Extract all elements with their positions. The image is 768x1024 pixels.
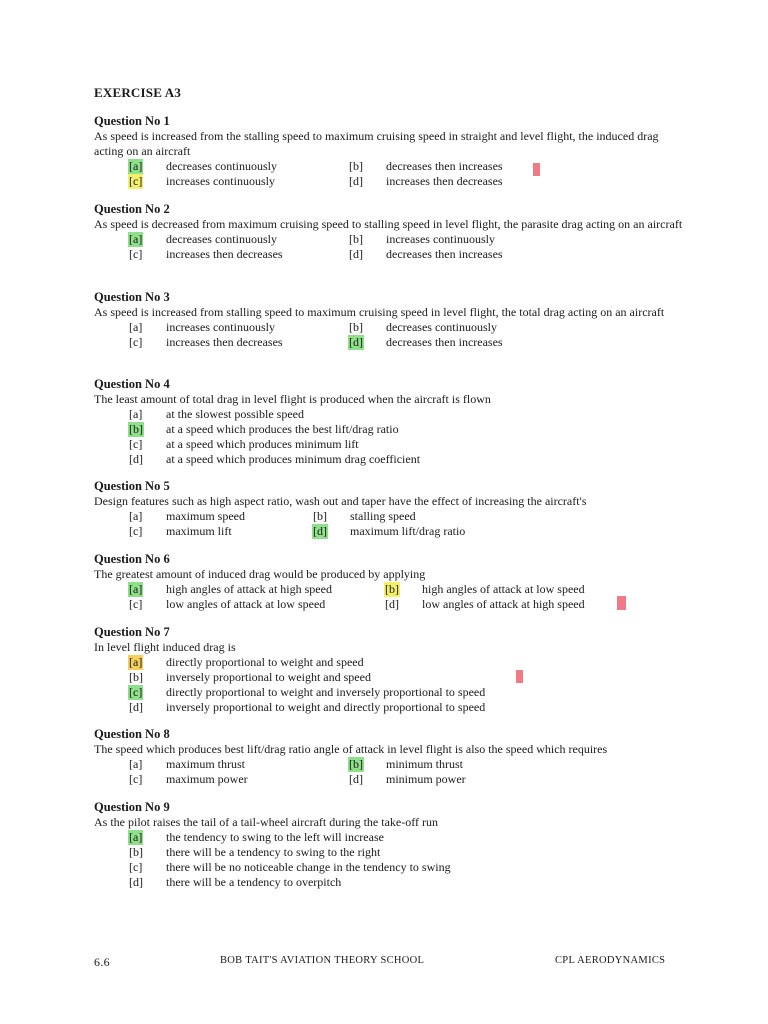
- option-label: [b]: [313, 509, 327, 523]
- option-d[interactable]: [348, 174, 364, 189]
- option-d-text: decreases then increases: [386, 335, 503, 349]
- option-b[interactable]: [312, 509, 328, 524]
- option-label: [d]: [349, 335, 363, 349]
- option-b-text: stalling speed: [350, 509, 416, 523]
- option-b-text: there will be a tendency to swing to the right: [166, 845, 381, 859]
- option-label: [b]: [129, 422, 143, 436]
- option-b[interactable]: [348, 159, 364, 174]
- question-heading: Question No 4: [94, 377, 170, 391]
- option-d-text: minimum power: [386, 772, 466, 786]
- option-c-text: maximum power: [166, 772, 248, 786]
- option-b-text: high angles of attack at low speed: [422, 582, 585, 596]
- option-d-text: at a speed which produces minimum drag coefficient: [166, 452, 421, 466]
- question-2: [94, 202, 684, 262]
- option-a[interactable]: [128, 509, 143, 524]
- footer-school-name: BOB TAIT'S AVIATION THEORY SCHOOL: [220, 955, 425, 966]
- question-heading: Question No 2: [94, 202, 170, 216]
- option-label: [d]: [349, 174, 363, 188]
- question-9: [94, 800, 684, 890]
- option-label: [b]: [385, 582, 399, 596]
- option-row: [94, 830, 684, 845]
- option-c[interactable]: [128, 437, 143, 452]
- option-c-text: there will be no noticeable change in the tendency to swing: [166, 860, 451, 874]
- option-row: [94, 452, 684, 467]
- question-4: [94, 377, 684, 467]
- red-mark: [533, 163, 540, 176]
- option-c[interactable]: [128, 174, 143, 189]
- question-text: In level flight induced drag is: [94, 640, 236, 654]
- option-label: [c]: [129, 335, 143, 349]
- option-label: [d]: [129, 875, 143, 889]
- option-label: [b]: [129, 670, 143, 684]
- option-a-text: decreases continuously: [166, 232, 277, 246]
- option-c[interactable]: [128, 335, 143, 350]
- red-mark: [516, 670, 523, 683]
- option-b-text: decreases then increases: [386, 159, 503, 173]
- option-label: [c]: [129, 860, 143, 874]
- option-label: [b]: [129, 845, 143, 859]
- option-d-text: decreases then increases: [386, 247, 503, 261]
- option-label: [a]: [129, 655, 143, 669]
- option-c-text: maximum lift: [166, 524, 232, 538]
- question-heading: Question No 3: [94, 290, 170, 304]
- option-c[interactable]: [128, 597, 143, 612]
- option-c[interactable]: [128, 860, 143, 875]
- option-b[interactable]: [348, 320, 364, 335]
- option-row: [94, 597, 684, 612]
- question-5: [94, 479, 684, 539]
- option-label: [b]: [349, 159, 363, 173]
- question-7: [94, 625, 684, 715]
- option-label: [d]: [385, 597, 399, 611]
- option-b[interactable]: [348, 757, 364, 772]
- option-b-text: decreases continuously: [386, 320, 497, 334]
- option-c[interactable]: [128, 772, 143, 787]
- option-row: [94, 247, 684, 262]
- option-row: [94, 845, 684, 860]
- option-d[interactable]: [128, 452, 144, 467]
- option-c[interactable]: [128, 247, 143, 262]
- option-row: [94, 159, 684, 174]
- option-label: [d]: [313, 524, 327, 538]
- question-text: The least amount of total drag in level flight is produced when the aircraft is flown: [94, 392, 491, 406]
- option-row: [94, 757, 684, 772]
- option-a[interactable]: [128, 830, 143, 845]
- option-label: [a]: [129, 830, 143, 844]
- option-row: [94, 335, 684, 350]
- option-a-text: maximum thrust: [166, 757, 245, 771]
- option-label: [a]: [129, 509, 143, 523]
- option-a-text: the tendency to swing to the left will increase: [166, 830, 384, 844]
- option-a[interactable]: [128, 582, 143, 597]
- option-d[interactable]: [348, 772, 364, 787]
- question-text: Design features such as high aspect ratio, wash out and taper have the effect of increasing the aircraft's: [94, 494, 587, 508]
- option-b[interactable]: [128, 845, 144, 860]
- option-c-text: increases then decreases: [166, 335, 283, 349]
- question-text: As speed is increased from the stalling speed to maximum cruising speed in straight and level flight, the induced drag acting on an aircraft: [94, 129, 659, 158]
- option-row: [94, 772, 684, 787]
- option-row: [94, 524, 684, 539]
- question-text: As speed is decreased from maximum cruising speed to stalling speed in level flight, the parasite drag acting on an aircraft: [94, 217, 683, 231]
- option-label: [c]: [129, 247, 143, 261]
- option-label: [c]: [129, 524, 143, 538]
- option-label: [a]: [129, 407, 143, 421]
- option-row: [94, 174, 684, 189]
- option-row: [94, 407, 684, 422]
- question-text: As speed is increased from stalling speed to maximum cruising speed in level flight, the total drag acting on an aircraft: [94, 305, 665, 319]
- question-8: [94, 727, 684, 787]
- option-a-text: directly proportional to weight and speed: [166, 655, 364, 669]
- option-label: [a]: [129, 320, 143, 334]
- question-text: The greatest amount of induced drag would be produced by applying: [94, 567, 426, 581]
- question-heading: Question No 8: [94, 727, 170, 741]
- option-b[interactable]: [348, 232, 364, 247]
- option-a[interactable]: [128, 407, 143, 422]
- question-text: The speed which produces best lift/drag ratio angle of attack in level flight is also the speed which requires: [94, 742, 608, 756]
- option-a[interactable]: [128, 159, 143, 174]
- option-label: [b]: [349, 757, 363, 771]
- option-d[interactable]: [384, 597, 400, 612]
- option-b[interactable]: [128, 422, 144, 437]
- option-a-text: high angles of attack at high speed: [166, 582, 332, 596]
- option-c-text: at a speed which produces minimum lift: [166, 437, 359, 451]
- question-text: As the pilot raises the tail of a tail-wheel aircraft during the take-off run: [94, 815, 438, 829]
- footer-subject: CPL AERODYNAMICS: [555, 955, 666, 966]
- option-row: [94, 509, 684, 524]
- option-d[interactable]: [348, 335, 364, 350]
- option-row: [94, 582, 684, 597]
- option-a-text: decreases continuously: [166, 159, 277, 173]
- option-label: [a]: [129, 582, 143, 596]
- option-label: [b]: [349, 232, 363, 246]
- option-row: [94, 875, 684, 890]
- option-b-text: at a speed which produces the best lift/drag ratio: [166, 422, 399, 436]
- option-c-text: increases continuously: [166, 174, 275, 188]
- option-label: [d]: [349, 247, 363, 261]
- option-c-text: directly proportional to weight and inversely proportional to speed: [166, 685, 486, 699]
- option-label: [c]: [129, 174, 143, 188]
- option-a[interactable]: [128, 655, 143, 670]
- option-d[interactable]: [128, 875, 144, 890]
- option-a[interactable]: [128, 320, 143, 335]
- option-label: [c]: [129, 772, 143, 786]
- option-label: [a]: [129, 232, 143, 246]
- question-6: [94, 552, 684, 612]
- option-b-text: minimum thrust: [386, 757, 464, 771]
- option-a[interactable]: [128, 232, 143, 247]
- footer-page-number: 6.6: [94, 955, 110, 969]
- option-b[interactable]: [384, 582, 400, 597]
- option-row: [94, 700, 684, 715]
- question-heading: Question No 1: [94, 114, 170, 128]
- option-b[interactable]: [128, 670, 144, 685]
- option-label: [d]: [129, 700, 143, 714]
- option-label: [a]: [129, 159, 143, 173]
- option-c-text: increases then decreases: [166, 247, 283, 261]
- question-3: [94, 290, 684, 350]
- option-d[interactable]: [348, 247, 364, 262]
- option-c[interactable]: [128, 524, 143, 539]
- option-d-text: low angles of attack at high speed: [422, 597, 585, 611]
- option-label: [b]: [349, 320, 363, 334]
- option-row: [94, 655, 684, 670]
- option-label: [c]: [129, 597, 143, 611]
- question-heading: Question No 9: [94, 800, 170, 814]
- option-label: [d]: [349, 772, 363, 786]
- option-c-text: low angles of attack at low speed: [166, 597, 326, 611]
- option-row: [94, 670, 684, 685]
- option-a-text: at the slowest possible speed: [166, 407, 304, 421]
- option-a-text: maximum speed: [166, 509, 245, 523]
- question-1: [94, 114, 684, 189]
- option-row: [94, 685, 684, 700]
- exercise-title: EXERCISE A3: [94, 85, 182, 100]
- option-label: [a]: [129, 757, 143, 771]
- option-d-text: increases then decreases: [386, 174, 503, 188]
- red-mark: [617, 596, 626, 610]
- option-d[interactable]: [128, 700, 144, 715]
- option-b-text: inversely proportional to weight and speed: [166, 670, 371, 684]
- option-a[interactable]: [128, 757, 143, 772]
- option-d-text: inversely proportional to weight and directly proportional to speed: [166, 700, 486, 714]
- option-label: [c]: [129, 685, 143, 699]
- option-c[interactable]: [128, 685, 143, 700]
- question-heading: Question No 7: [94, 625, 170, 639]
- option-d-text: there will be a tendency to overpitch: [166, 875, 342, 889]
- option-row: [94, 320, 684, 335]
- option-row: [94, 860, 684, 875]
- option-d-text: maximum lift/drag ratio: [350, 524, 466, 538]
- question-heading: Question No 6: [94, 552, 170, 566]
- option-label: [c]: [129, 437, 143, 451]
- option-row: [94, 232, 684, 247]
- option-d[interactable]: [312, 524, 328, 539]
- option-row: [94, 422, 684, 437]
- option-label: [d]: [129, 452, 143, 466]
- option-row: [94, 437, 684, 452]
- option-b-text: increases continuously: [386, 232, 495, 246]
- option-a-text: increases continuously: [166, 320, 275, 334]
- question-heading: Question No 5: [94, 479, 170, 493]
